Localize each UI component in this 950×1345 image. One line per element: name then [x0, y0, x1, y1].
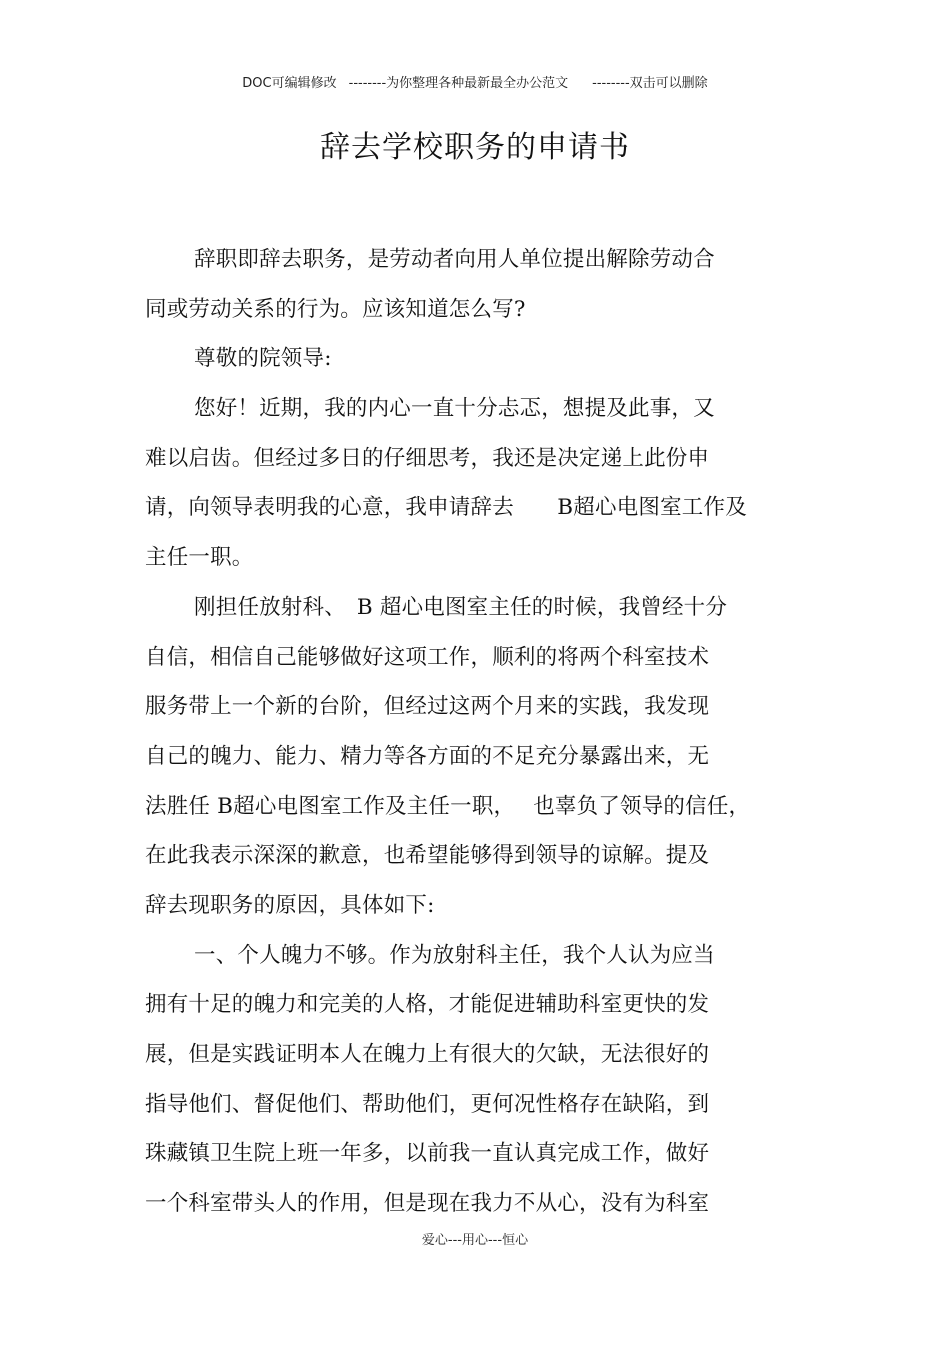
paragraph-line: 请，向领导表明我的心意，我申请辞去 B超心电图室工作及: [145, 495, 747, 521]
paragraph-line: 一、个人魄力不够。作为放射科主任，我个人认为应当: [194, 942, 715, 968]
salutation: 尊敬的院领导:: [194, 346, 332, 372]
paragraph-line: 自己的魄力、能力、精力等各方面的不足充分暴露出来，无: [145, 743, 710, 769]
paragraph-line: 法胜任 B超心电图室工作及主任一职， 也辜负了领导的信任，: [145, 793, 751, 819]
header-delete-hint: --------双击可以删除: [592, 76, 708, 91]
document-title: 辞去学校职务的申请书: [320, 130, 630, 165]
document-body: [145, 235, 805, 1229]
paragraph-line: 辞去现职务的原因，具体如下:: [145, 892, 435, 918]
paragraph-line: 展，但是实践证明本人在魄力上有很大的欠缺，无法很好的: [145, 1042, 710, 1067]
paragraph-line: 在此我表示深深的歉意，也希望能够得到领导的谅解。提及: [145, 843, 710, 869]
paragraph-line: 珠藏镇卫生院上班一年多，以前我一直认真完成工作，做好: [145, 1141, 710, 1167]
paragraph-line: 指导他们、督促他们、帮助他们，更何况性格存在缺陷，到: [145, 1091, 710, 1117]
page-header: [0, 72, 950, 91]
paragraph-line: 辞职即辞去职务，是劳动者向用人单位提出解除劳动合: [194, 247, 715, 272]
paragraph-line: 一个科室带头人的作用，但是现在我力不从心，没有为科室: [145, 1191, 710, 1217]
header-doc-label: DOC可编辑修改: [242, 76, 337, 91]
paragraph-line: 主任一职。: [145, 545, 254, 571]
paragraph-line: 难以启齿。但经过多日的仔细思考，我还是决定递上此份申: [145, 445, 710, 471]
paragraph-line: 刚担任放射科、 B 超心电图室主任的时候，我曾经十分: [194, 594, 728, 620]
paragraph-line: 拥有十足的魄力和完美的人格，才能促进辅助科室更快的发: [145, 992, 710, 1018]
paragraph-line: 您好！近期，我的内心一直十分忐忑，想提及此事，又: [194, 396, 715, 422]
paragraph-line: 服务带上一个新的台阶，但经过这两个月来的实践，我发现: [145, 694, 710, 720]
header-description: --------为你整理各种最新最全办公范文: [348, 76, 569, 91]
paragraph-line: 同或劳动关系的行为。应该知道怎么写?: [145, 296, 526, 322]
page-footer: 爱心---用心---恒心: [421, 1233, 529, 1248]
paragraph-line: 自信，相信自己能够做好这项工作，顺利的将两个科室技术: [145, 644, 710, 670]
